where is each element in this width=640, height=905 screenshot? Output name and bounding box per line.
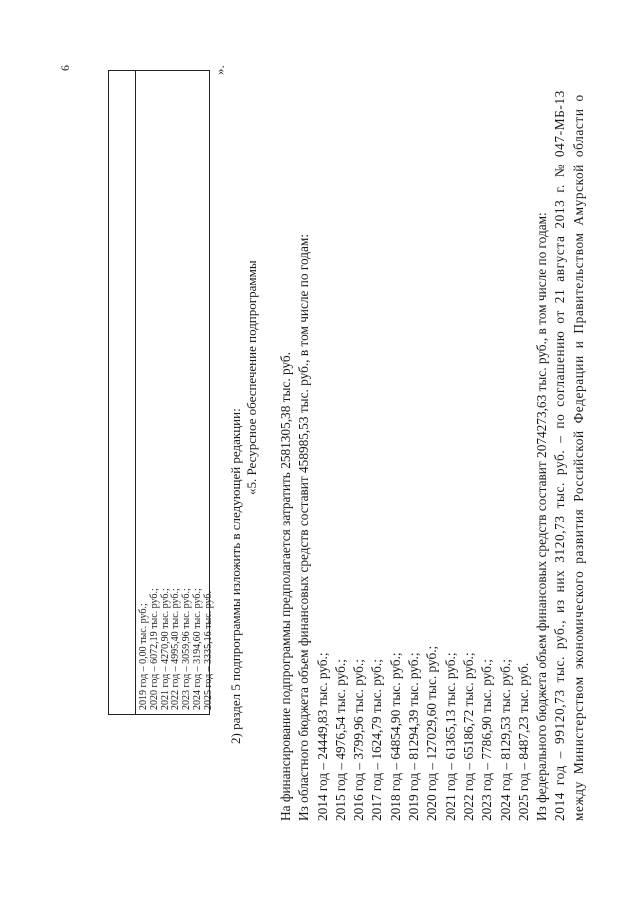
- table-row: 2024 год – 3194,60 тыс. руб.;: [191, 588, 203, 710]
- body-line: 2025 год – 8487,23 тыс. руб.: [515, 662, 531, 821]
- page-number: 6: [58, 65, 72, 71]
- table-row: 2025 год – 3335,16 тыс. руб.: [202, 590, 214, 710]
- body-line: 2023 год – 7786,90 тыс. руб.;: [479, 659, 495, 821]
- body-line: 2017 год – 1624,79 тыс. руб.;: [369, 659, 385, 821]
- table-row: 2022 год – 4995,40 тыс. руб.;: [170, 588, 182, 710]
- body-line: 2016 год – 3799,96 тыс. руб.;: [351, 659, 367, 821]
- body-line: 2014 год – 99120,73 тыс. руб., из них 3120,73 тыс. руб. – по соглашению от 21 августа 2013 г. № 047-МБ-13: [552, 90, 568, 821]
- body-line: 2014 год – 24449,83 тыс. руб.;: [314, 652, 330, 821]
- body-line: Из областного бюджета объем финансовых средств составит 458985,53 тыс. руб., в том числе по годам:: [296, 233, 312, 821]
- section-body: [277, 90, 588, 821]
- table-divider: [135, 71, 136, 714]
- body-line: 2024 год – 8129,53 тыс. руб.;: [497, 659, 513, 821]
- body-line: 2015 год – 4976,54 тыс. руб.;: [332, 659, 348, 821]
- body-line: 2018 год – 64854,90 тыс. руб.;: [387, 652, 403, 821]
- body-line: 2019 год – 81294,39 тыс. руб.;: [406, 652, 422, 821]
- amendment-intro: 2) раздел 5 подпрограммы изложить в следующей редакции:: [228, 408, 243, 744]
- funding-table: [108, 70, 214, 715]
- table-row: 2020 год – 6072,19 тыс. руб.;: [148, 588, 160, 710]
- body-line: 2021 год – 61365,13 тыс. руб.;: [442, 652, 458, 821]
- body-line: 2022 год – 65186,72 тыс. руб.;: [460, 652, 476, 821]
- table-cell-years: [139, 588, 215, 710]
- section-heading: «5. Ресурсное обеспечение подпрограммы: [244, 260, 259, 495]
- body-line: Из федерального бюджета объем финансовых средств составит 2074273,63 тыс. руб., в том числе по годам:: [534, 212, 550, 821]
- table-row: 2023 год – 3059,96 тыс. руб.;: [181, 588, 193, 710]
- body-line: 2020 год – 127029,60 тыс. руб.;: [424, 645, 440, 821]
- table-row: 2019 год – 0,00 тыс. руб.;: [138, 603, 149, 710]
- closing-quote: ».: [212, 65, 227, 75]
- body-line: между Министерством экономического развития Российской Федерации и Правительством Амурской области о: [570, 94, 586, 821]
- table-row: 2021 год – 4270,90 тыс. руб.;: [159, 588, 171, 710]
- body-line: На финансирование подпрограммы предполагается затратить 2581305,38 тыс. руб.: [278, 351, 293, 821]
